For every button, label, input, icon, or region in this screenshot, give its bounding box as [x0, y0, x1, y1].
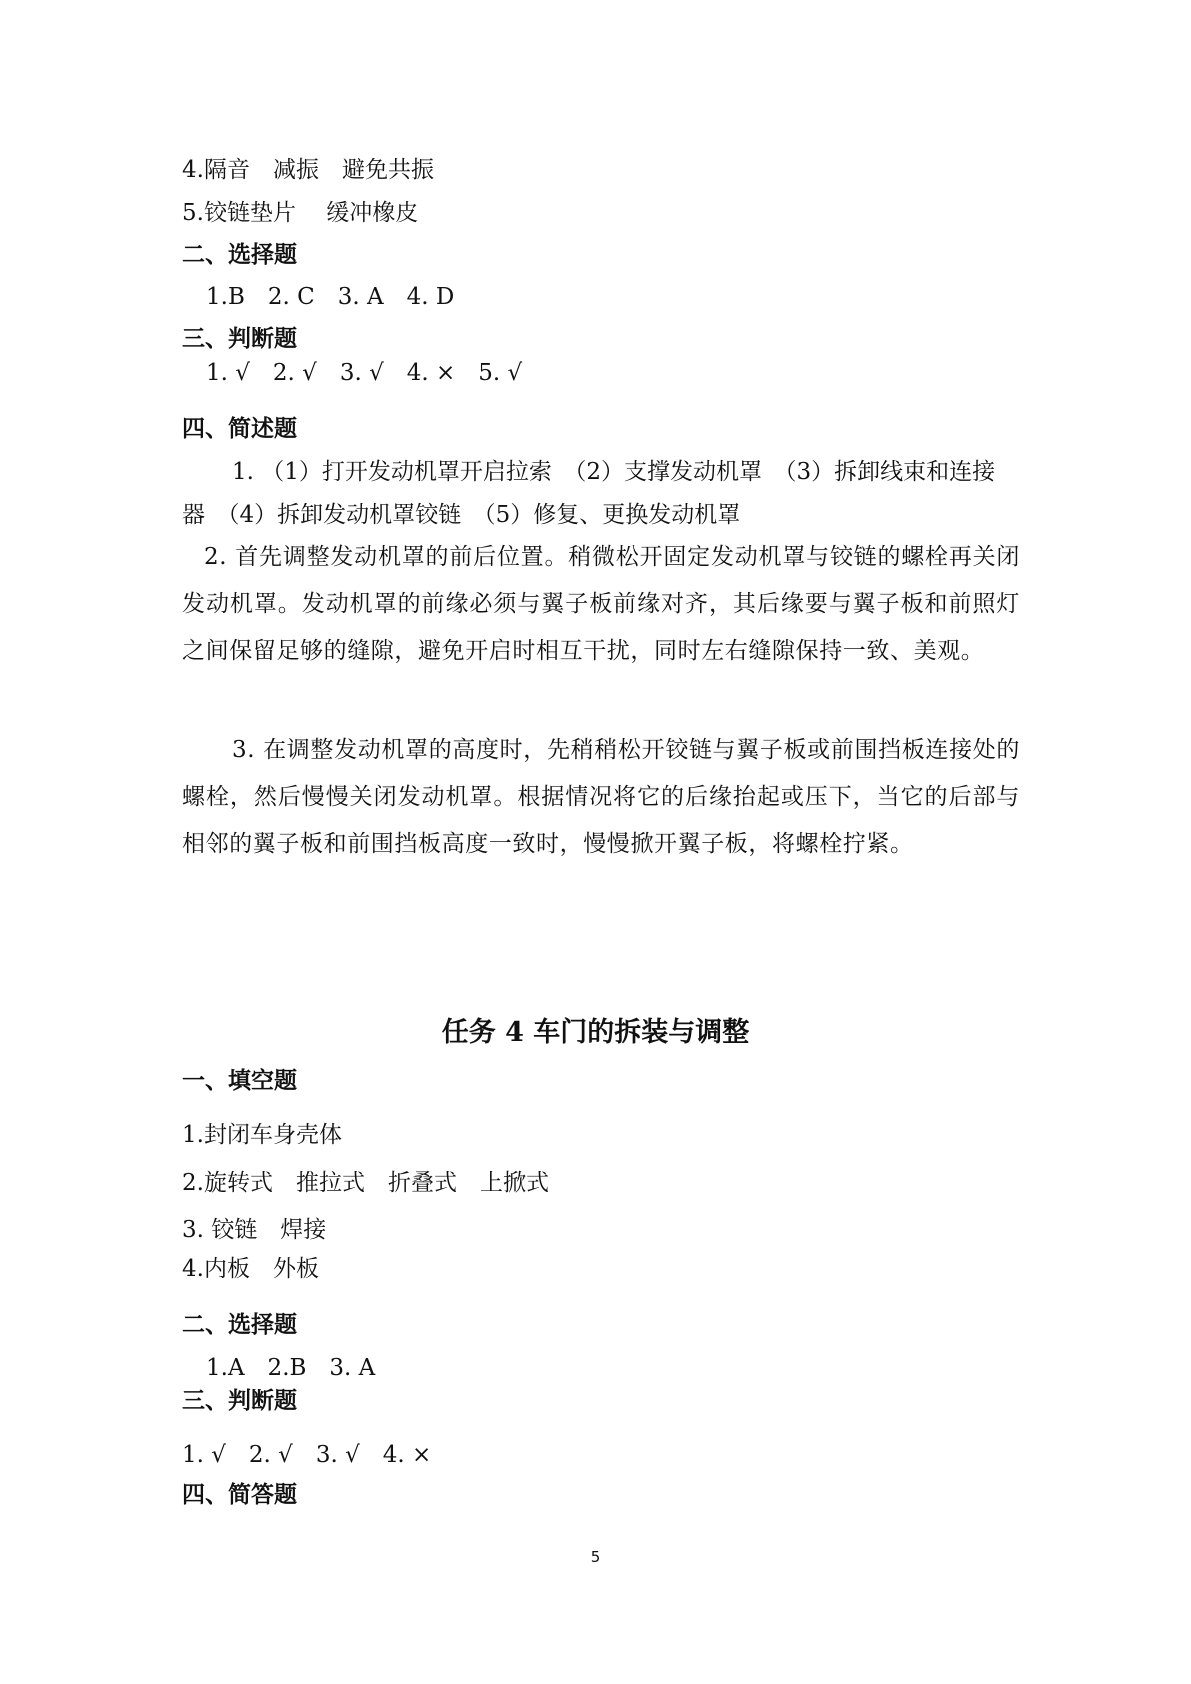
fill-answer-4: 4.隔音 减振 避免共振 [182, 157, 434, 183]
task4-heading-judge: 三、判断题 [182, 1387, 297, 1414]
choice-answers: 1.B 2. C 3. A 4. D [206, 284, 455, 310]
task4-heading-fill: 一、填空题 [182, 1067, 297, 1094]
section-heading-judge: 三、判断题 [182, 325, 297, 352]
task4-fill-answer-4: 4.内板 外板 [182, 1256, 319, 1282]
judge-answers: 1. √ 2. √ 3. √ 4. × 5. √ [206, 360, 523, 386]
task4-judge-answers: 1. √ 2. √ 3. √ 4. × [182, 1442, 432, 1468]
task4-fill-answer-3: 3. 铰链 焊接 [182, 1217, 327, 1243]
task4-fill-answer-1: 1.封闭车身壳体 [182, 1122, 342, 1148]
short-answer-1-line-2: 器 （4）拆卸发动机罩铰链 （5）修复、更换发动机罩 [182, 502, 741, 528]
task4-fill-answer-2: 2.旋转式 推拉式 折叠式 上掀式 [182, 1170, 549, 1196]
task4-heading-choice: 二、选择题 [182, 1311, 297, 1338]
task4-choice-answers: 1.A 2.B 3. A [206, 1355, 376, 1381]
section-heading-choice: 二、选择题 [182, 241, 297, 268]
short-answer-3: 3. 在调整发动机罩的高度时，先稍稍松开铰链与翼子板或前围挡板连接处的螺栓，然后慢慢关闭发动机罩。根据情况将它的后缘抬起或压下，当它的后部与相邻的翼子板和前围挡板高度一致时，慢慢掀开翼子板，将螺栓拧紧。 [182, 737, 1020, 857]
page-number: 5 [590, 1548, 601, 1566]
task-title: 任务 4 车门的拆装与调整 [441, 1017, 750, 1048]
section-heading-short: 四、简述题 [182, 415, 297, 442]
short-answer-1-line-1: 1. （1）打开发动机罩开启拉索 （2）支撑发动机罩 （3）拆卸线束和连接 [232, 459, 996, 485]
short-answer-2: 2. 首先调整发动机罩的前后位置。稍微松开固定发动机罩与铰链的螺栓再关闭发动机罩。发动机罩的前缘必须与翼子板前缘对齐，其后缘要与翼子板和前照灯之间保留足够的缝隙，避免开启时相互干扰，同时左右缝隙保持一致、美观。 [182, 544, 1020, 664]
task4-heading-short: 四、简答题 [182, 1481, 297, 1508]
fill-answer-5: 5.铰链垫片 缓冲橡皮 [182, 200, 419, 226]
